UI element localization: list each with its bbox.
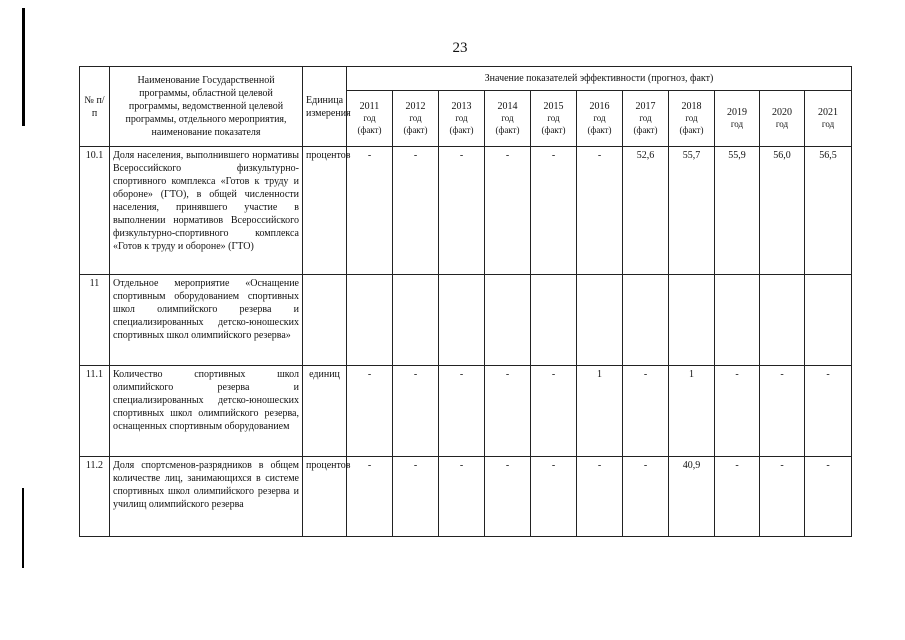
value-2018: 55,7 xyxy=(669,147,715,275)
value-2020 xyxy=(760,275,805,366)
header-year-2015: 2015 год (факт) xyxy=(531,91,577,147)
indicator-name: Количество спортивных школ олимпийского резерва и специализированных детско-юношеских спортивных школ олимпийского резерва, оснащенных спортивным оборудованием xyxy=(110,366,303,457)
indicator-unit xyxy=(303,275,347,366)
header-year-2021: 2021 год xyxy=(805,91,852,147)
value-2020: - xyxy=(760,366,805,457)
header-year-2013: 2013 год (факт) xyxy=(439,91,485,147)
page-number: 23 xyxy=(452,40,468,56)
row-num: 11.1 xyxy=(80,366,110,457)
header-unit: Единица измерения xyxy=(303,67,347,147)
value-2017: - xyxy=(623,457,669,537)
header-year-2020: 2020 год xyxy=(760,91,805,147)
header-year-2014: 2014 год (факт) xyxy=(485,91,531,147)
value-2011: - xyxy=(347,457,393,537)
indicators-table xyxy=(79,66,852,537)
value-2014: - xyxy=(485,147,531,275)
header-year-2012: 2012 год (факт) xyxy=(393,91,439,147)
value-2014 xyxy=(485,275,531,366)
header-name: Наименование Государственной программы, областной целевой программы, ведомственной целевой программы, отдельного мероприятия, наименование показателя xyxy=(110,67,303,147)
value-2016 xyxy=(577,275,623,366)
value-2021: 56,5 xyxy=(805,147,852,275)
row-num: 11.2 xyxy=(80,457,110,537)
value-2019: - xyxy=(715,457,760,537)
value-2013: - xyxy=(439,457,485,537)
table-row xyxy=(80,366,852,457)
value-2015 xyxy=(531,275,577,366)
value-2021: - xyxy=(805,366,852,457)
value-2016: 1 xyxy=(577,366,623,457)
value-2016: - xyxy=(577,457,623,537)
row-num: 11 xyxy=(80,275,110,366)
indicator-unit: процентов xyxy=(303,147,347,275)
indicator-name: Доля населения, выполнившего нормативы Всероссийского физкультурно-спортивного комплекса «Готов к труду и обороне» (ГТО), в общей численности населения, принявшего участие в выполнении нормативов Всероссийского физкультурно-спортивного комплекса «Готов к труду и обороне» (ГТО) xyxy=(110,147,303,275)
indicator-unit: процентов xyxy=(303,457,347,537)
header-year-2016: 2016 год (факт) xyxy=(577,91,623,147)
value-2021: - xyxy=(805,457,852,537)
value-2016: - xyxy=(577,147,623,275)
header-year-2019: 2019 год xyxy=(715,91,760,147)
value-2013 xyxy=(439,275,485,366)
value-2013: - xyxy=(439,147,485,275)
value-2018 xyxy=(669,275,715,366)
value-2021 xyxy=(805,275,852,366)
header-num: № п/п xyxy=(80,67,110,147)
header-year-2011: 2011 год (факт) xyxy=(347,91,393,147)
value-2017: 52,6 xyxy=(623,147,669,275)
value-2019 xyxy=(715,275,760,366)
value-2012 xyxy=(393,275,439,366)
value-2013: - xyxy=(439,366,485,457)
value-2017 xyxy=(623,275,669,366)
value-2012: - xyxy=(393,457,439,537)
indicator-unit: единиц xyxy=(303,366,347,457)
value-2015: - xyxy=(531,147,577,275)
indicator-name: Доля спортсменов-разрядников в общем количестве лиц, занимающихся в системе спортивных школ олимпийского резерва и училищ олимпийского резерва xyxy=(110,457,303,537)
value-2014: - xyxy=(485,366,531,457)
table-row xyxy=(80,457,852,537)
header-year-2017: 2017 год (факт) xyxy=(623,91,669,147)
value-2012: - xyxy=(393,366,439,457)
value-2019: - xyxy=(715,366,760,457)
value-2011: - xyxy=(347,147,393,275)
header-year-2018: 2018 год (факт) xyxy=(669,91,715,147)
value-2011 xyxy=(347,275,393,366)
value-2018: 1 xyxy=(669,366,715,457)
value-2020: 56,0 xyxy=(760,147,805,275)
margin-mark-top xyxy=(22,8,25,126)
row-num: 10.1 xyxy=(80,147,110,275)
value-2019: 55,9 xyxy=(715,147,760,275)
value-2017: - xyxy=(623,366,669,457)
table-row xyxy=(80,275,852,366)
indicator-name: Отдельное мероприятие «Оснащение спортивным оборудованием спортивных школ олимпийского резерва и специализированных детско-юношеских спортивных школ олимпийского резерва» xyxy=(110,275,303,366)
value-2018: 40,9 xyxy=(669,457,715,537)
table-row xyxy=(80,147,852,275)
value-2015: - xyxy=(531,366,577,457)
value-2014: - xyxy=(485,457,531,537)
value-2020: - xyxy=(760,457,805,537)
value-2015: - xyxy=(531,457,577,537)
value-2011: - xyxy=(347,366,393,457)
header-values-title: Значение показателей эффективности (прогноз, факт) xyxy=(347,67,852,91)
margin-mark-bottom xyxy=(22,488,24,568)
value-2012: - xyxy=(393,147,439,275)
